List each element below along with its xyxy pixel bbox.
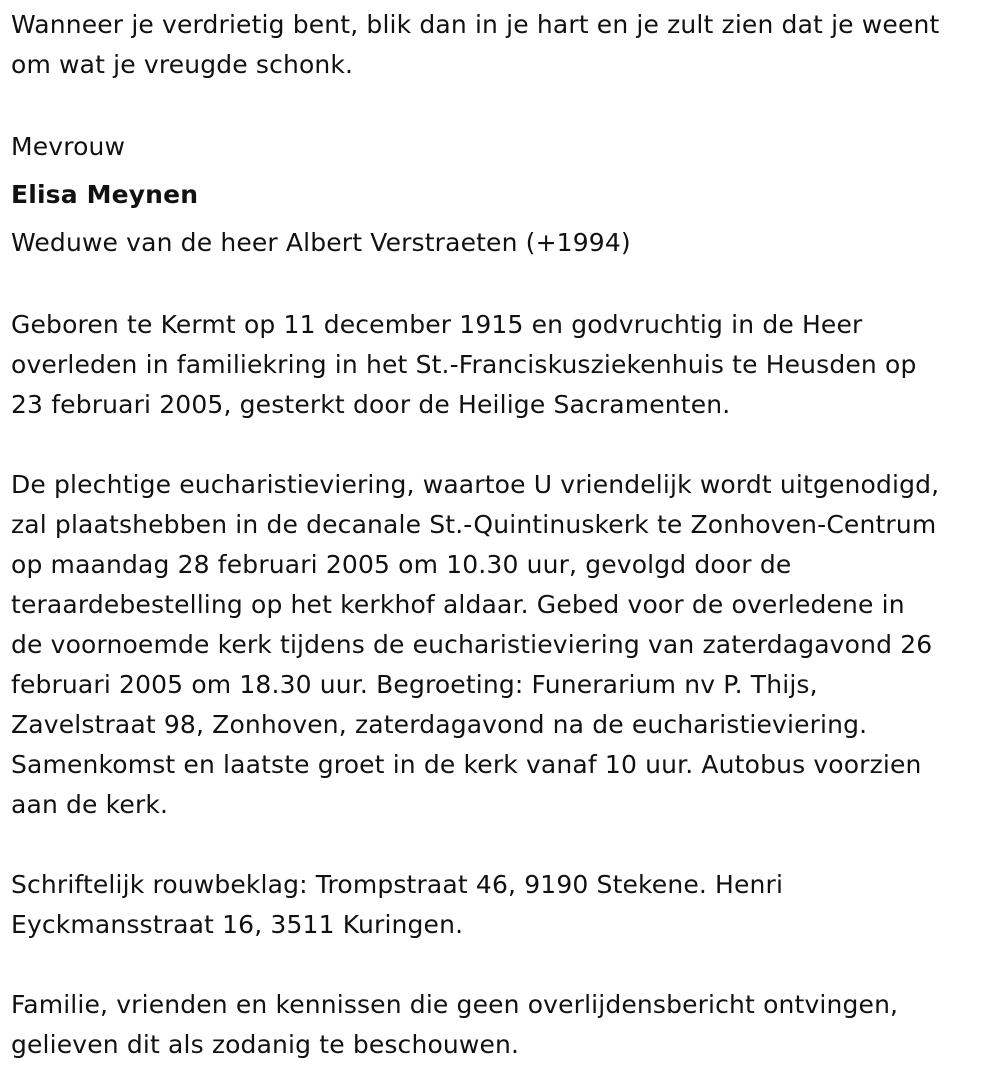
birth-death-paragraph <box>11 305 996 425</box>
widow-line: Weduwe van de heer Albert Verstraeten (+1994) <box>11 228 631 257</box>
paragraph-line: Geboren te Kermt op 11 december 1915 en godvruchtig in de Heer <box>11 310 863 339</box>
paragraph-line: gelieven dit als zodanig te beschouwen. <box>11 1030 520 1059</box>
quote-line: om wat je vreugde schonk. <box>11 50 354 79</box>
salutation: Mevrouw <box>11 132 126 161</box>
paragraph-line: teraardebestelling op het kerkhof aldaar. Gebed voor de overledene in <box>11 590 905 619</box>
paragraph-line: februari 2005 om 18.30 uur. Begroeting: Funerarium nv P. Thijs, <box>11 670 818 699</box>
paragraph-line: Eyckmansstraat 16, 3511 Kuringen. <box>11 910 464 939</box>
opening-quote <box>11 5 996 85</box>
closing-paragraph <box>11 985 996 1065</box>
paragraph-line: 23 februari 2005, gesterkt door de Heilige Sacramenten. <box>11 390 731 419</box>
obituary-document <box>11 5 996 1065</box>
paragraph-line: Schriftelijk rouwbeklag: Trompstraat 46, 9190 Stekene. Henri <box>11 870 784 899</box>
ceremony-paragraph <box>11 465 996 825</box>
deceased-name: Elisa Meynen <box>11 180 199 209</box>
paragraph-line: overleden in familiekring in het St.-Franciskusziekenhuis te Heusden op <box>11 350 917 379</box>
condolences-paragraph <box>11 865 996 945</box>
paragraph-line: aan de kerk. <box>11 790 169 819</box>
paragraph-line: de voornoemde kerk tijdens de eucharistieviering van zaterdagavond 26 <box>11 630 933 659</box>
paragraph-line: Zavelstraat 98, Zonhoven, zaterdagavond na de eucharistieviering. <box>11 710 868 739</box>
paragraph-line: zal plaatshebben in de decanale St.-Quintinuskerk te Zonhoven-Centrum <box>11 510 937 539</box>
paragraph-line: op maandag 28 februari 2005 om 10.30 uur, gevolgd door de <box>11 550 792 579</box>
paragraph-line: Familie, vrienden en kennissen die geen overlijdensbericht ontvingen, <box>11 990 899 1019</box>
quote-line: Wanneer je verdrietig bent, blik dan in je hart en je zult zien dat je weent <box>11 10 940 39</box>
paragraph-line: De plechtige eucharistieviering, waartoe U vriendelijk wordt uitgenodigd, <box>11 470 940 499</box>
paragraph-line: Samenkomst en laatste groet in de kerk vanaf 10 uur. Autobus voorzien <box>11 750 922 779</box>
